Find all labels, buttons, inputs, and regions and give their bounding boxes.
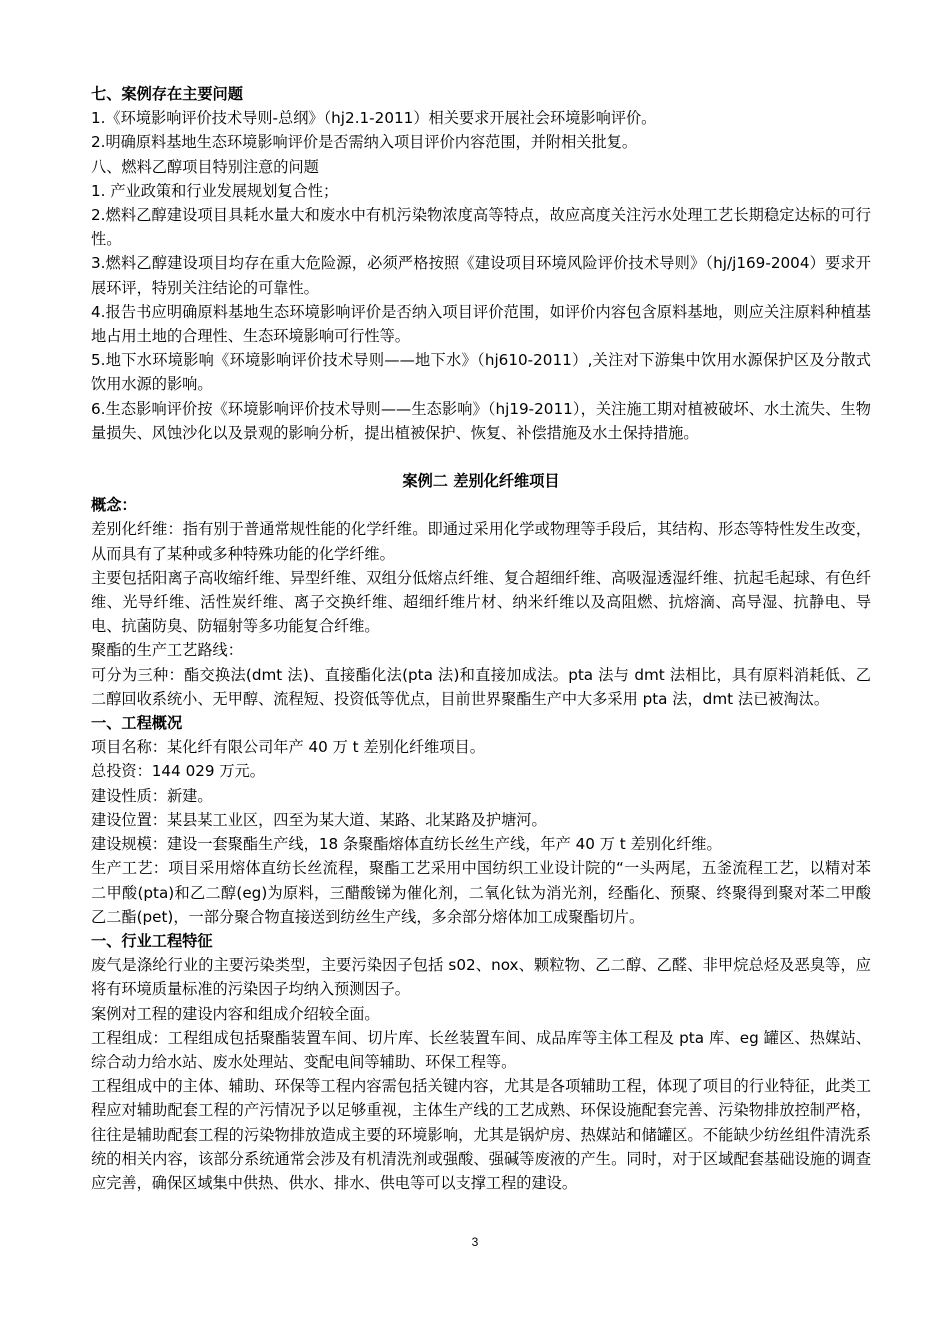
feature-heading: 一、行业工程特征 (91, 931, 213, 950)
page-number: 3 (471, 1235, 479, 1249)
section7-item: 1.《环境影响评价技术导则-总纲》（hj2.1-2011）相关要求开展社会环境影响评价。 (91, 109, 657, 128)
concept-paragraph: 主要包括阳离子高收缩纤维、异型纤维、双组分低熔点纤维、复合超细纤维、高吸湿透湿纤维、抗起毛起球、有色纤维、光导纤维、活性炭纤维、离子交换纤维、超细纤维片材、纳米纤维以及高阻燃、抗熔滴、高导湿、抗静电、导电、抗菌防臭、防辐射等多功能复合纤维。 (91, 568, 871, 636)
section8-heading: 八、燃料乙醇项目特别注意的问题 (91, 157, 319, 176)
section8-item: 4.报告书应明确原料基地生态环境影响评价是否纳入项目评价范围，如评价内容包含原料基地，则应关注原料种植基地占用土地的合理性、生态环境影响可行性等。 (91, 302, 871, 346)
overview-paragraph: 建设位置：某县某工业区，四至为某大道、某路、北某路及护塘河。 (91, 810, 547, 829)
overview-heading: 一、工程概况 (91, 714, 183, 733)
section8-item: 6.生态影响评价按《环境影响评价技术导则——生态影响》（hj19-2011），关注施工期对植被破坏、水土流失、生物量损失、风蚀沙化以及景观的影响分析，提出植被保护、恢复、补偿措施及水土保持措施。 (91, 399, 871, 442)
feature-paragraph: 工程组成中的主体、辅助、环保等工程内容需包括关键内容，尤其是各项辅助工程，体现了项目的行业特征，此类工程应对辅助配套工程的产污情况予以足够重视，主体生产线的工艺成熟、环保设施配套完善、污染物排放控制严格，往往是辅助配套工程的污染物排放造成主要的环境影响，尤其是锅炉房、热媒站和储罐区。不能缺少纺丝组件清洗系统的相关内容，该部分系统通常会涉及有机清洗剂或强酸、强碱等废液的产生。同时，对于区域配套基础设施的调查应完善，确保区域集中供热、供水、排水、供电等可以支撑工程的建设。 (91, 1077, 871, 1192)
overview-paragraph: 生产工艺：项目采用熔体直纺长丝流程，聚酯工艺采用中国纺织工业设计院的“一头两尾，五釜流程工艺，以精对苯二甲酸(pta)和乙二醇(eg)为原料，三醋酸锑为催化剂，二氧化钛为消光剂，经酯化、预聚、终聚得到聚对苯二甲酸乙二酯(pet)，一部分聚合物直接送到纺丝生产线，多余部分熔体加工成聚酯切片。 (91, 859, 871, 926)
feature-paragraph: 废气是涤纶行业的主要污染类型，主要污染因子包括 s02、nox、颗粒物、乙二醇、乙醛、非甲烷总烃及恶臭等，应将有环境质量标准的污染因子均纳入预测因子。 (91, 956, 871, 999)
feature-paragraph: 案例对工程的建设内容和组成介绍较全面。 (91, 1004, 380, 1023)
section8-item: 3.燃料乙醇建设项目均存在重大危险源，必须严格按照《建设项目环境风险评价技术导则》（hj/j169-2004）要求开展环评，特别关注结论的可靠性。 (91, 254, 871, 297)
concept-paragraph: 差别化纤维：指有别于普通常规性能的化学纤维。即通过采用化学或物理等手段后，其结构、形态等特性发生改变，从而具有了某种或多种特殊功能的化学纤维。 (91, 520, 871, 563)
section7-item: 2.明确原料基地生态环境影响评价是否需纳入项目评价内容范围，并附相关批复。 (91, 133, 638, 152)
overview-paragraph: 建设规模：建设一套聚酯生产线，18 条聚酯熔体直纺长丝生产线，年产 40 万 t 差别化纤维。 (91, 835, 722, 854)
overview-paragraph: 建设性质：新建。 (91, 786, 213, 805)
blank-line (91, 445, 871, 469)
section8-item: 1. 产业政策和行业发展规划复合性； (91, 181, 339, 200)
concept-paragraph: 可分为三种：酯交换法(dmt 法)、直接酯化法(pta 法)和直接加成法。pta 法与 dmt 法相比，具有原料消耗低、乙二醇回收系统小、无甲醇、流程短、投资低等优点，目前世界聚酯生产中大多采用 pta 法，dmt 法已被淘汰。 (91, 665, 871, 708)
concept-heading: 概念： (91, 496, 137, 515)
section7-heading: 七、案例存在主要问题 (91, 85, 243, 103)
section8-item: 5.地下水环境影响《环境影响评价技术导则——地下水》（hj610-2011）,关注对下游集中饮用水源保护区及分散式饮用水源的影响。 (91, 351, 871, 394)
section8-item: 2.燃料乙醇建设项目具耗水量大和废水中有机污染物浓度高等特点，故应高度关注污水处理工艺长期稳定达标的可行性。 (91, 206, 871, 249)
feature-paragraph: 工程组成：工程组成包括聚酯装置车间、切片库、长丝装置车间、成品库等主体工程及 pta 库、eg 罐区、热媒站、综合动力给水站、废水处理站、变配电间等辅助、环保工程等。 (91, 1028, 871, 1071)
overview-paragraph: 项目名称：某化纤有限公司年产 40 万 t 差别化纤维项目。 (91, 738, 485, 757)
document-page (91, 82, 871, 1195)
case2-title: 案例二 差别化纤维项目 (402, 472, 560, 491)
overview-paragraph: 总投资：144 029 万元。 (91, 762, 265, 781)
concept-paragraph: 聚酯的生产工艺路线： (91, 641, 243, 660)
